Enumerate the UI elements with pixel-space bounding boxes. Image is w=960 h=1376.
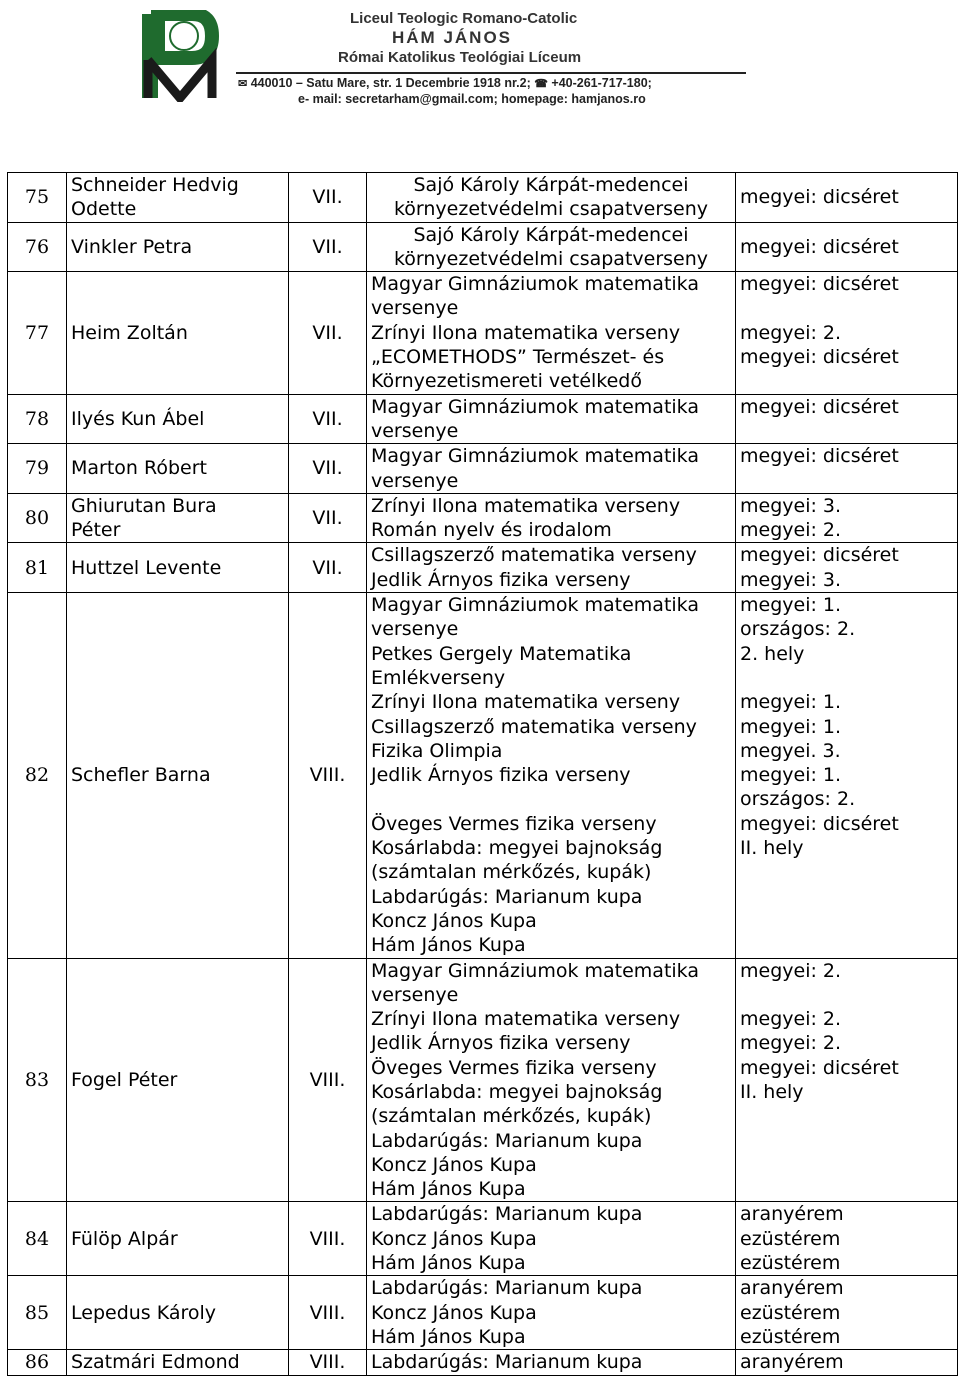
competition-line: Csillagszerző matematika verseny xyxy=(371,544,697,567)
competition-line: Koncz János Kupa xyxy=(371,1227,537,1250)
competition-line: Magyar Gimnáziumok matematika xyxy=(371,959,699,982)
table-row xyxy=(8,1202,958,1276)
competition-line: Zrínyi Ilona matematika verseny xyxy=(371,494,681,517)
competition-list xyxy=(367,1350,736,1375)
student-name-line: Szatmári Edmond xyxy=(71,1351,240,1374)
competition-line: Román nyelv és irodalom xyxy=(371,519,612,542)
student-class: VIII. xyxy=(289,1202,367,1276)
table-row xyxy=(8,272,958,394)
result-line: megyei: 1. xyxy=(740,594,842,617)
student-name xyxy=(67,1276,289,1350)
result-line: aranyérem xyxy=(740,1351,844,1374)
result-line: megyei: 2. xyxy=(740,1008,842,1031)
result-list xyxy=(736,543,958,593)
competition-line: Jedlik Árnyos fizika verseny xyxy=(371,1032,631,1055)
result-line: megyei: dicséret xyxy=(740,445,899,468)
school-name xyxy=(338,10,582,66)
result-list xyxy=(736,444,958,494)
result-blank xyxy=(740,1177,953,1201)
student-class: VIII. xyxy=(289,1276,367,1350)
student-name xyxy=(67,272,289,394)
competition-list xyxy=(367,394,736,444)
result-blank xyxy=(740,933,953,957)
result-list xyxy=(736,394,958,444)
student-name-line: Schefler Barna xyxy=(71,764,211,787)
result-line: megyei: 2. xyxy=(740,1032,842,1055)
competition-line: Magyar Gimnáziumok matematika xyxy=(371,395,699,418)
result-line: megyei: 3. xyxy=(740,568,842,591)
result-blank xyxy=(740,860,953,884)
row-number: 77 xyxy=(8,272,67,394)
result-line: megyei: 1. xyxy=(740,764,842,787)
result-line: II. hely xyxy=(740,1080,804,1103)
letterhead xyxy=(0,0,960,120)
competition-line: Hám János Kupa xyxy=(371,1252,526,1275)
student-name-line: Lepedus Károly xyxy=(71,1301,217,1324)
student-name xyxy=(67,394,289,444)
student-class: VII. xyxy=(289,272,367,394)
competition-line: Labdarúgás: Marianum kupa xyxy=(371,885,643,908)
result-line: megyei: 3. xyxy=(740,494,842,517)
table-row xyxy=(8,1350,958,1375)
result-list xyxy=(736,173,958,223)
competition-line: „ECOMETHODS” Természet- és xyxy=(371,346,665,369)
competition-line: Koncz János Kupa xyxy=(371,1301,537,1324)
result-list xyxy=(736,1276,958,1350)
result-line: megyei: 1. xyxy=(740,715,842,738)
competition-line: Hám János Kupa xyxy=(371,934,526,957)
competition-line: versenye xyxy=(371,618,459,641)
student-class: VII. xyxy=(289,493,367,543)
result-line: ezüstérem xyxy=(740,1227,841,1250)
competition-line: (számtalan mérkőzés, kupák) xyxy=(371,861,652,884)
student-class: VII. xyxy=(289,222,367,272)
competition-list xyxy=(367,444,736,494)
competition-line: Petkes Gergely Matematika xyxy=(371,642,632,665)
competition-list xyxy=(367,173,736,223)
awards-table xyxy=(7,172,958,1376)
competition-blank xyxy=(371,787,731,811)
competition-line: Labdarúgás: Marianum kupa xyxy=(371,1351,643,1374)
competition-line: Csillagszerző matematika verseny xyxy=(371,715,697,738)
competition-line: Koncz János Kupa xyxy=(371,1153,537,1176)
student-name-line: Heim Zoltán xyxy=(71,321,188,344)
result-line: országos: 2. xyxy=(740,788,856,811)
row-number: 78 xyxy=(8,394,67,444)
row-number: 79 xyxy=(8,444,67,494)
competition-list xyxy=(367,543,736,593)
competition-line: Öveges Vermes fizika verseny xyxy=(371,812,657,835)
result-blank xyxy=(740,983,953,1007)
competition-line: Öveges Vermes fizika verseny xyxy=(371,1056,657,1079)
table-row xyxy=(8,958,958,1202)
competition-line: versenye xyxy=(371,419,459,442)
result-line: megyei: 2. xyxy=(740,519,842,542)
result-line: megyei: dicséret xyxy=(740,186,899,209)
competition-line: Magyar Gimnáziumok matematika xyxy=(371,273,699,296)
competition-line: Jedlik Árnyos fizika verseny xyxy=(371,568,631,591)
student-name xyxy=(67,444,289,494)
table-row xyxy=(8,493,958,543)
student-name xyxy=(67,173,289,223)
result-line: megyei: 2. xyxy=(740,959,842,982)
row-number: 85 xyxy=(8,1276,67,1350)
competition-list xyxy=(367,593,736,958)
row-number: 80 xyxy=(8,493,67,543)
result-line: megyei: dicséret xyxy=(740,395,899,418)
result-blank xyxy=(740,369,953,393)
row-number: 76 xyxy=(8,222,67,272)
row-number: 86 xyxy=(8,1350,67,1375)
student-name-line: Péter xyxy=(71,519,121,542)
contact-info xyxy=(238,76,652,107)
competition-list xyxy=(367,493,736,543)
result-blank xyxy=(740,1104,953,1128)
result-blank xyxy=(740,909,953,933)
competition-line: Labdarúgás: Marianum kupa xyxy=(371,1277,643,1300)
result-line: II. hely xyxy=(740,837,804,860)
student-class: VII. xyxy=(289,394,367,444)
table-row xyxy=(8,593,958,958)
result-blank xyxy=(740,469,953,493)
header-divider xyxy=(236,72,746,74)
student-name xyxy=(67,543,289,593)
student-class: VIII. xyxy=(289,1350,367,1375)
student-name xyxy=(67,222,289,272)
row-number: 84 xyxy=(8,1202,67,1276)
result-list xyxy=(736,1202,958,1276)
row-number: 75 xyxy=(8,173,67,223)
row-number: 82 xyxy=(8,593,67,958)
phone-text: +40-261-717-180; xyxy=(551,76,652,90)
competition-line: Magyar Gimnáziumok matematika xyxy=(371,594,699,617)
competition-line: környezetvédelmi csapatverseny xyxy=(393,247,709,270)
result-line: megyei: 1. xyxy=(740,691,842,714)
result-line: 2. hely xyxy=(740,642,805,665)
result-line: országos: 2. xyxy=(740,618,856,641)
competition-line: Zrínyi Ilona matematika verseny xyxy=(371,691,681,714)
result-line: aranyérem xyxy=(740,1203,844,1226)
student-class: VII. xyxy=(289,173,367,223)
school-name-line2: HÁM JÁNOS xyxy=(392,28,513,47)
competition-line: Zrínyi Ilona matematika verseny xyxy=(371,321,681,344)
competition-line: versenye xyxy=(371,469,459,492)
table-row xyxy=(8,543,958,593)
school-name-line3: Római Katolikus Teológiai Líceum xyxy=(338,49,582,66)
student-name-line: Fülöp Alpár xyxy=(71,1227,178,1250)
competition-list xyxy=(367,1276,736,1350)
student-name xyxy=(67,958,289,1202)
result-line: megyei: dicséret xyxy=(740,346,899,369)
student-name-line: Schneider Hedvig xyxy=(71,174,239,196)
student-name xyxy=(67,1202,289,1276)
table-row xyxy=(8,1276,958,1350)
competition-line: Sajó Károly Kárpát-medencei xyxy=(413,223,689,246)
result-line: ezüstérem xyxy=(740,1325,841,1348)
phone-icon: ☎ xyxy=(534,78,548,90)
student-name-line: Fogel Péter xyxy=(71,1068,178,1091)
competition-line: Fizika Olimpia xyxy=(371,739,503,762)
student-class: VIII. xyxy=(289,958,367,1202)
competition-line: környezetvédelmi csapatverseny xyxy=(393,198,709,221)
result-list xyxy=(736,1350,958,1375)
result-blank xyxy=(740,296,953,320)
student-name-line: Odette xyxy=(71,198,137,221)
result-blank xyxy=(740,885,953,909)
competition-line: versenye xyxy=(371,297,459,320)
competition-list xyxy=(367,222,736,272)
result-blank xyxy=(740,666,953,690)
result-line: megyei: dicséret xyxy=(740,273,899,296)
result-line: megyei: dicséret xyxy=(740,1056,899,1079)
competition-line: (számtalan mérkőzés, kupák) xyxy=(371,1105,652,1128)
table-row xyxy=(8,444,958,494)
student-class: VII. xyxy=(289,543,367,593)
result-line: megyei: 2. xyxy=(740,321,842,344)
table-row xyxy=(8,222,958,272)
table-row xyxy=(8,173,958,223)
competition-line: Koncz János Kupa xyxy=(371,909,537,932)
result-line: megyei: dicséret xyxy=(740,544,899,567)
competition-line: Hám János Kupa xyxy=(371,1178,526,1201)
student-name-line: Ilyés Kun Ábel xyxy=(71,407,205,430)
result-list xyxy=(736,272,958,394)
competition-line: Kosárlabda: megyei bajnokság xyxy=(371,1080,663,1103)
competition-line: Jedlik Árnyos fizika verseny xyxy=(371,764,631,787)
competition-line: Zrínyi Ilona matematika verseny xyxy=(371,1008,681,1031)
student-name-line: Huttzel Levente xyxy=(71,556,222,579)
result-line: megyei: dicséret xyxy=(740,812,899,835)
student-name-line: Vinkler Petra xyxy=(71,235,193,258)
competition-line: Labdarúgás: Marianum kupa xyxy=(371,1129,643,1152)
result-list xyxy=(736,493,958,543)
result-blank xyxy=(740,419,953,443)
row-number: 81 xyxy=(8,543,67,593)
student-class: VII. xyxy=(289,444,367,494)
table-row xyxy=(8,394,958,444)
competition-line: versenye xyxy=(371,983,459,1006)
competition-line: Környezetismereti vetélkedő xyxy=(371,370,642,393)
student-name xyxy=(67,1350,289,1375)
competition-line: Kosárlabda: megyei bajnokság xyxy=(371,837,663,860)
result-line: ezüstérem xyxy=(740,1301,841,1324)
competition-line: Magyar Gimnáziumok matematika xyxy=(371,445,699,468)
competition-line: Sajó Károly Kárpát-medencei xyxy=(413,174,689,196)
result-list xyxy=(736,222,958,272)
student-name-line: Ghiurutan Bura xyxy=(71,494,217,517)
school-logo-icon xyxy=(140,10,228,102)
student-name xyxy=(67,593,289,958)
competition-line: Emlékverseny xyxy=(371,666,506,689)
student-name-line: Marton Róbert xyxy=(71,457,207,480)
competition-list xyxy=(367,958,736,1202)
result-line: ezüstérem xyxy=(740,1252,841,1275)
result-line: aranyérem xyxy=(740,1277,844,1300)
result-line: megyei: dicséret xyxy=(740,235,899,258)
student-name xyxy=(67,493,289,543)
result-blank xyxy=(740,1153,953,1177)
envelope-icon: ✉ xyxy=(238,78,248,90)
result-line: megyei. 3. xyxy=(740,739,841,762)
result-blank xyxy=(740,1129,953,1153)
result-list xyxy=(736,958,958,1202)
competition-line: Labdarúgás: Marianum kupa xyxy=(371,1203,643,1226)
awards-table-body xyxy=(8,173,958,1376)
row-number: 83 xyxy=(8,958,67,1202)
student-class: VIII. xyxy=(289,593,367,958)
competition-list xyxy=(367,272,736,394)
address-text: 440010 – Satu Mare, str. 1 Decembrie 1918 nr.2; xyxy=(250,76,531,90)
email-line: e- mail: secretarham@gmail.com; homepage: hamjanos.ro xyxy=(298,92,646,106)
school-name-line1: Liceul Teologic Romano-Catolic xyxy=(350,10,578,27)
result-list xyxy=(736,593,958,958)
competition-line: Hám János Kupa xyxy=(371,1325,526,1348)
competition-list xyxy=(367,1202,736,1276)
